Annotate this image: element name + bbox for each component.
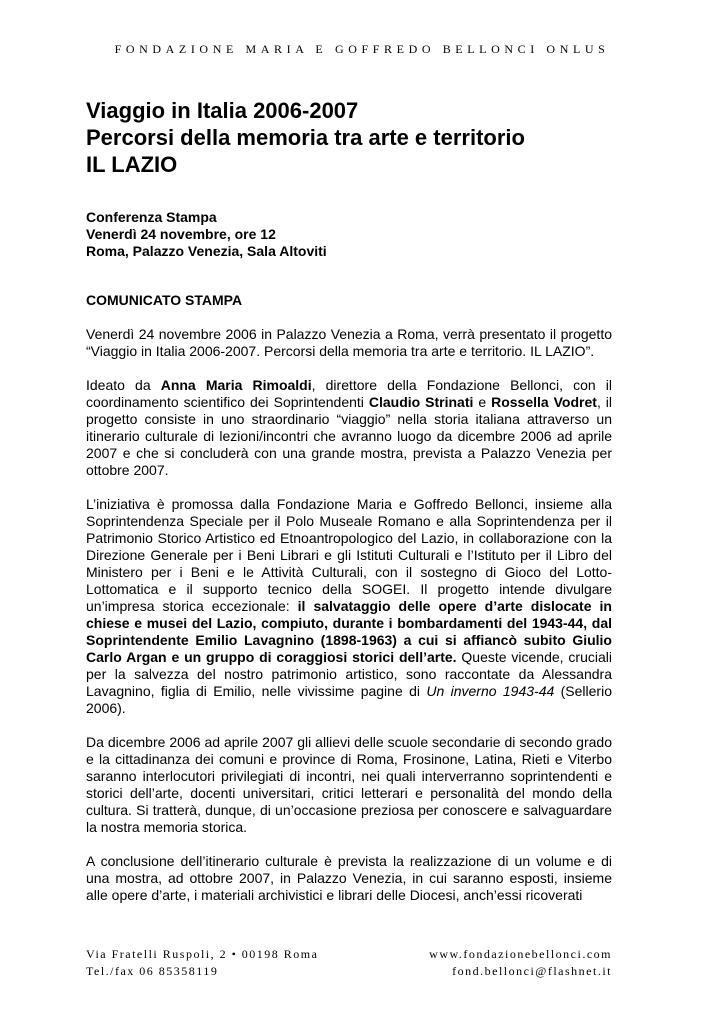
paragraph-3 <box>86 496 612 717</box>
bold-name: Claudio Strinati <box>368 394 474 410</box>
conference-label: Conferenza Stampa <box>86 209 217 225</box>
text-run: Queste vicende, cruciali per la salvezza del nostro patrimonio artistico, sono raccontate da Alessandra Lavagnino, figlia di Emilio, nelle vivissime pagine di <box>86 649 612 699</box>
bold-highlight: il salvataggio delle opere d’arte dislocate in chiese e musei del Lazio, compiuto, durante i bombardamenti del 1943-44, dal Soprintendente Emilio Lavagnino (1898-1963) a cui si affiancò subito Giulio Carlo Argan e un gruppo di coraggiosi storici dell’arte. <box>86 598 612 665</box>
text-run: (Sellerio 2006). <box>86 683 612 716</box>
paragraph-1: Venerdì 24 novembre 2006 in Palazzo Venezia a Roma, verrà presentato il progetto “Viaggio in Italia 2006-2007. Percorsi della memoria tra arte e territorio. IL LAZIO”. <box>86 326 612 359</box>
conference-location: Roma, Palazzo Venezia, Sala Altoviti <box>86 243 327 259</box>
paragraph-2 <box>86 377 612 479</box>
document-body <box>86 326 612 921</box>
title-line-1: Viaggio in Italia 2006-2007 <box>86 98 359 123</box>
conference-info <box>86 209 327 260</box>
footer-address-block <box>86 946 318 980</box>
bold-name: Anna Maria Rimoaldi <box>160 377 312 393</box>
footer-email: fond.bellonci@flashnet.it <box>452 964 612 978</box>
title-line-2: Percorsi della memoria tra arte e territorio <box>86 125 525 150</box>
book-title: Un inverno 1943-44 <box>426 683 555 699</box>
text-run: L’iniziativa è promossa dalla Fondazione Maria e Goffredo Bellonci, insieme alla Soprintendenza Speciale per il Polo Museale Romano e alla Soprintendenza per il Patrimonio Storico Artistico ed Etnoantropologico del Lazio, in collaborazione con la Direzione Generale per i Beni Librari e gli Istituti Culturali e l’Istituto per il Libro del Ministero per i Beni e le Attività Culturali, con il sostegno di Gioco del Lotto-Lottomatica e il supporto tecnico della SOGEI. Il progetto intende divulgare un’impresa storica eccezionale: <box>86 496 612 614</box>
footer-contact-block <box>429 946 612 980</box>
footer-phone: Tel./fax 06 85358119 <box>86 964 219 978</box>
footer-address: Via Fratelli Ruspoli, 2 • 00198 Roma <box>86 947 319 961</box>
text-run: e <box>473 394 492 410</box>
conference-date: Venerdì 24 novembre, ore 12 <box>86 226 276 242</box>
paragraph-4: Da dicembre 2006 ad aprile 2007 gli allievi delle scuole secondarie di secondo grado e la cittadinanza dei comuni e province di Roma, Frosinone, Latina, Rieti e Viterbo saranno interlocutori privilegiati di incontri, nei quali interverranno soprintendenti e storici dell’arte, docenti universitari, critici letterari e personalità del mondo della cultura. Si tratterà, dunque, di un’occasione preziosa per conoscere e salvaguardare la nostra memoria storica. <box>86 734 612 835</box>
section-title: COMUNICATO STAMPA <box>86 292 243 308</box>
text-run: , direttore della Fondazione Bellonci, con il coordinamento scientifico dei Soprintendenti <box>86 377 613 410</box>
text-run: Ideato da <box>86 377 161 393</box>
letterhead: FONDAZIONE MARIA E GOFFREDO BELLONCI ONLUS <box>114 42 610 56</box>
paragraph-5: A conclusione dell’itinerario culturale è prevista la realizzazione di un volume e di una mostra, ad ottobre 2007, in Palazzo Venezia, in cui saranno esposti, insieme alle opere d’arte, i materiali archivistici e librari delle Diocesi, anch’essi ricoverati <box>86 853 612 903</box>
footer-website: www.fondazionebellonci.com <box>429 947 612 961</box>
title-line-3: IL LAZIO <box>86 152 178 177</box>
text-run: , il progetto consiste in uno straordinario “viaggio” nella storia italiana attraverso un itinerario culturale di lezioni/incontri che avranno luogo da dicembre 2006 ad aprile 2007 e che si concluderà con una grande mostra, prevista a Palazzo Venezia per ottobre 2007. <box>86 394 612 478</box>
document-title <box>86 97 525 178</box>
bold-name: Rossella Vodret <box>491 394 597 410</box>
